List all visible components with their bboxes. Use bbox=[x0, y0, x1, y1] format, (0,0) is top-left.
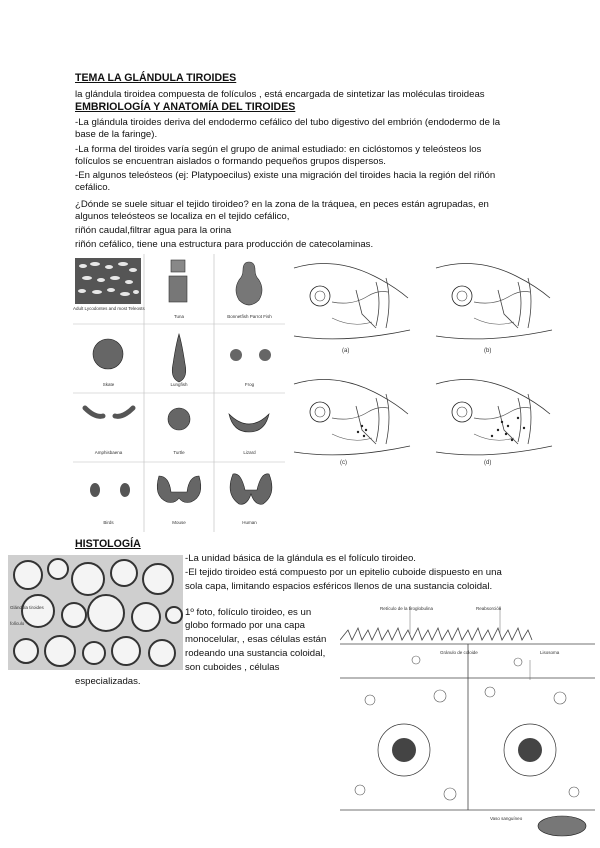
diagram-label: Reabsorción bbox=[476, 606, 502, 611]
photo-line: rodeando una sustancia coloidal, bbox=[185, 648, 326, 659]
micrograph-label: folículo bbox=[10, 621, 25, 626]
photo-line: son cuboides , células bbox=[185, 662, 280, 673]
follicle-cell-diagram bbox=[340, 600, 595, 843]
figure1-caption: Human bbox=[242, 520, 257, 525]
section1-line: base de la faringe). bbox=[75, 129, 158, 140]
section1-line: cefálico. bbox=[75, 182, 111, 193]
figure1-caption: Adult Lycodontes and most Teleosts bbox=[73, 306, 145, 311]
diagram-label: Retículo de la tiroglobulina bbox=[380, 606, 434, 611]
section1-heading: EMBRIOLOGÍA Y ANATOMÍA DEL TIROIDES bbox=[75, 101, 296, 113]
section1-line: -La forma del tiroides varía según el grupo de animal estudiado: en ciclóstomos y teleósteos los bbox=[75, 144, 482, 155]
diagram-label: Lisosoma bbox=[540, 650, 560, 655]
figure2-caption: (a) bbox=[342, 348, 350, 354]
figure1-caption: Tuna bbox=[173, 314, 185, 319]
intro-text: la glándula tiroidea compuesta de folículos , está encargada de sintetizar las moléculas tiroideas bbox=[75, 89, 485, 100]
section2-line: -El tejido tiroideo está compuesto por un epitelio cuboide dispuesto en una bbox=[185, 567, 502, 578]
thyroid-micrograph bbox=[8, 555, 183, 670]
thyroid-forms-figure bbox=[73, 254, 285, 532]
figure1-caption: Turtle bbox=[173, 450, 185, 455]
photo-line: 1º foto, folículo tiroideo, es un bbox=[185, 607, 312, 618]
figure1-caption: Birds bbox=[103, 520, 114, 525]
diagram-label: Gránulo de coloide bbox=[440, 650, 478, 655]
section1-line: folículos se encuentran aislados o formando pequeños grupos dispersos. bbox=[75, 156, 386, 167]
page-title: TEMA LA GLÁNDULA TIROIDES bbox=[75, 72, 237, 84]
photo-line: especializadas. bbox=[75, 676, 141, 687]
micrograph-label: Glándula tiroides bbox=[10, 605, 44, 610]
section1-line: algunos teleósteos se localiza en el tejido cefálico, bbox=[75, 211, 290, 222]
section1-line: riñón cefálico, tiene una estructura para producción de catecolaminas. bbox=[75, 239, 374, 250]
figure2-caption: (c) bbox=[340, 460, 347, 466]
figure1-caption: Lizard bbox=[243, 450, 256, 455]
section1-line: ¿Dónde se suele situar el tejido tiroideo? en la zona de la tráquea, en peces están agrupadas, en bbox=[75, 199, 489, 210]
section2-heading: HISTOLOGÍA bbox=[75, 538, 141, 550]
diagram-label: Vaso sanguíneo bbox=[490, 816, 523, 821]
section2-line: -La unidad básica de la glándula es el folículo tiroideo. bbox=[185, 553, 416, 564]
section2-line: sola capa, limitando espacios esféricos llenos de una sustancia coloidal. bbox=[185, 581, 493, 592]
section1-line: riñón caudal,filtrar agua para la orina bbox=[75, 225, 232, 236]
figure1-caption: Amphisbaena bbox=[94, 450, 123, 455]
fish-heads-figure bbox=[292, 256, 592, 474]
figure1-caption: Bonnetfish Parrot Fish bbox=[227, 314, 272, 319]
figure1-caption: Frog bbox=[244, 382, 255, 387]
photo-line: globo formado por una capa bbox=[185, 620, 306, 631]
section1-line: -En algunos teleósteos (ej: Platypoecilus) existe una migración del tiroides hacia la región del riñón bbox=[75, 170, 496, 181]
figure2-caption: (d) bbox=[484, 460, 492, 466]
figure1-caption: Lungfish bbox=[170, 382, 188, 387]
figure1-caption: Mouse bbox=[172, 520, 186, 525]
figure1-caption: Skate bbox=[102, 382, 115, 387]
section1-line: -La glándula tiroides deriva del endodermo cefálico del tubo digestivo del embrión (endodermo de la bbox=[75, 117, 501, 128]
figure2-caption: (b) bbox=[484, 348, 492, 354]
photo-line: monocelular, , esas células están bbox=[185, 634, 327, 645]
